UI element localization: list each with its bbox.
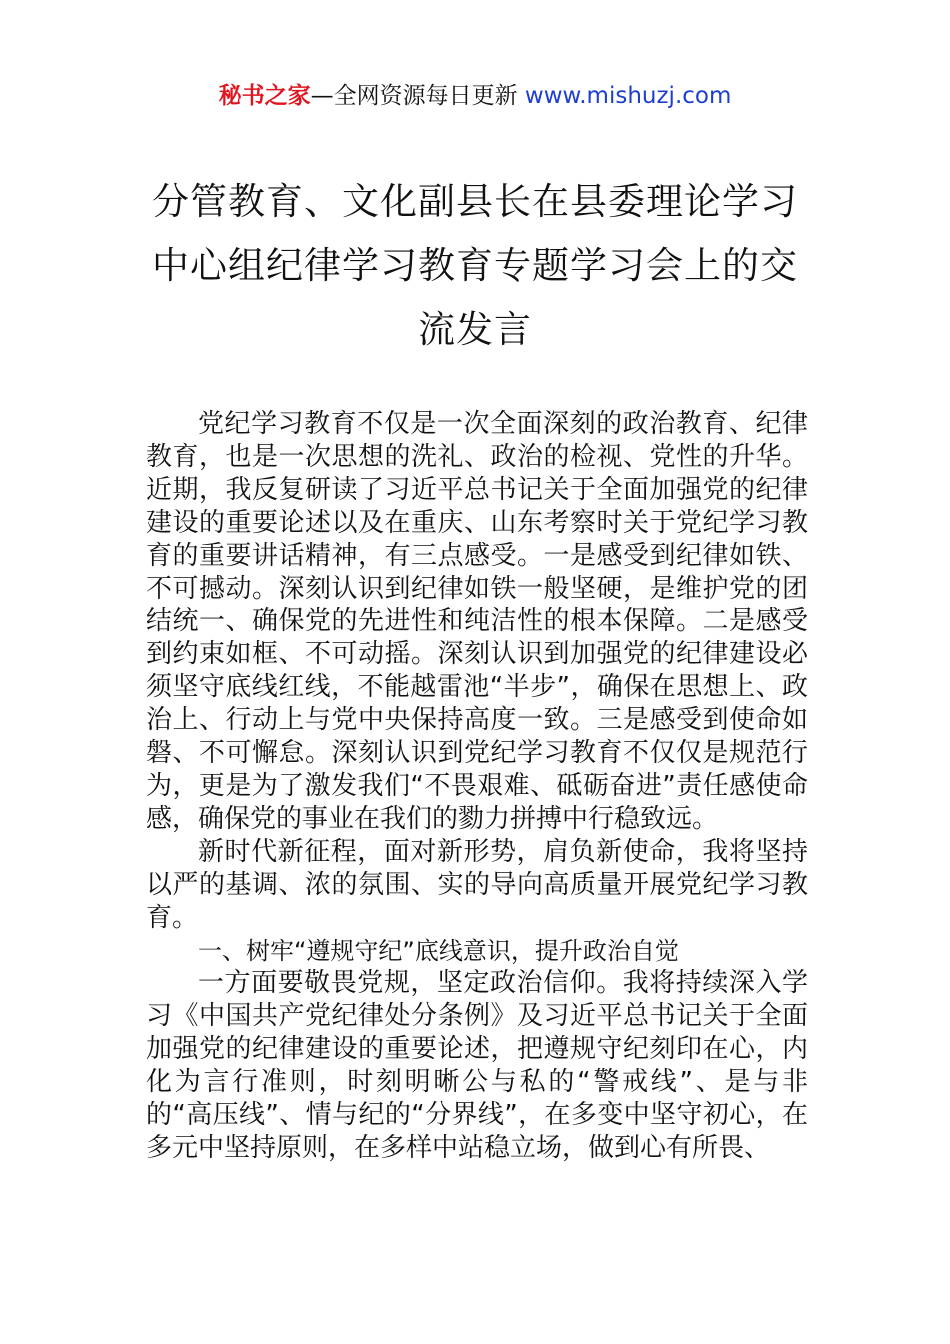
body-paragraph: 党纪学习教育不仅是一次全面深刻的政治教育、纪律教育，也是一次思想的洗礼、政治的检视、党性的升华。近期，我反复研读了习近平总书记关于全面加强党的纪律建设的重要论述以及在重庆、山东考察时关于党纪学习教育的重要讲话精神，有三点感受。一是感受到纪律如铁、不可撼动。深刻认识到纪律如铁一般坚硬，是维护党的团结统一、确保党的先进性和纯洁性的根本保障。二是感受到约束如框、不可动摇。深刻认识到加强党的纪律建设必须坚守底线红线，不能越雷池“半步”，确保在思想上、政治上、行动上与党中央保持高度一致。三是感受到使命如磐、不可懈怠。深刻认识到党纪学习教育不仅仅是规范行为，更是为了激发我们“不畏艰难、砥砺奋进”责任感使命感，确保党的事业在我们的勠力拼搏中行稳致远。 <box>146 409 808 834</box>
section-heading: 一、树牢“遵规守纪”底线意识，提升政治自觉 <box>198 936 679 965</box>
document-body <box>146 408 808 1165</box>
body-paragraph: 新时代新征程，面对新形势，肩负新使命，我将坚持以严的基调、浓的氛围、实的导向高质量开展党纪学习教育。 <box>146 836 808 933</box>
site-brand: 秘书之家 <box>218 83 311 109</box>
document-title: 分管教育、文化副县长在县委理论学习中心组纪律学习教育专题学习会上的交流发言 <box>152 180 798 351</box>
site-slogan: —全网资源每日更新 <box>310 83 518 109</box>
site-url-link[interactable]: www.mishuzj.com <box>524 83 732 109</box>
site-header <box>0 80 950 112</box>
body-paragraph: 一方面要敬畏党规，坚定政治信仰。我将持续深入学习《中国共产党纪律处分条例》及习近平总书记关于全面加强党的纪律建设的重要论述，把遵规守纪刻印在心，内化为言行准则，时刻明晰公与私的“警戒线”、是与非的“高压线”、情与纪的“分界线”，在多变中坚守初心，在多元中坚持原则，在多样中站稳立场，做到心有所畏、 <box>146 968 808 1163</box>
